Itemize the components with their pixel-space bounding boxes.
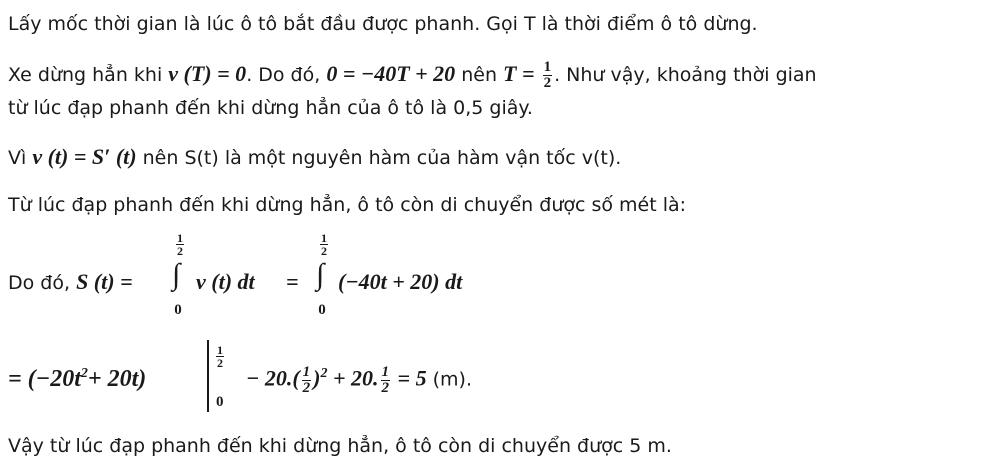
math-v-T-zero: v (T) = 0 — [168, 61, 247, 86]
math-derivative: v (t) = S′ (t) — [32, 144, 137, 169]
text-line-2 — [8, 60, 817, 91]
math-integrand-v: v (t) dt — [196, 269, 255, 294]
text-line-8: Vậy từ lúc đạp phanh đến khi dừng hẳn, ô tô còn di chuyển được 5 m. — [8, 435, 672, 457]
fraction-half: $\frac{1}{2}$ — [302, 363, 311, 396]
evaluation-bar — [207, 340, 209, 412]
text-line-3: từ lúc đạp phanh đến khi dừng hẳn của ô tô là 0,5 giây. — [8, 97, 533, 119]
text-line-4 — [8, 145, 621, 170]
math-antiderivative: = $(-20t^2+ 20t)$ — [8, 366, 147, 392]
text-segment: Do đó, — [8, 272, 77, 294]
fraction-half: $\frac{1}{2}$ — [381, 363, 390, 396]
text-segment: . Như vậy, khoảng thời gian — [554, 64, 817, 86]
math-equals: = — [286, 269, 299, 294]
text-segment: nên — [455, 64, 504, 86]
fraction-half: $\frac{1}{2}$ — [543, 59, 552, 91]
eval-upper-limit: $\frac{1}{2}$ — [217, 343, 223, 370]
text-segment: Vì — [8, 147, 33, 169]
text-line-5: Từ lúc đạp phanh đến khi dừng hẳn, ô tô còn di chuyển được số mét là: — [8, 194, 687, 216]
math-integrand: (−40t + 20) dt — [338, 269, 463, 294]
text-segment: Xe dừng hẳn khi — [8, 64, 169, 86]
text-segment: . Do đó, — [246, 64, 327, 86]
math-evaluation: − 20.( $\frac{1}{2}$ )$^2$ + 20. $\frac{1}{2}$ = 5 (m). — [246, 363, 473, 396]
integral-upper-limit: $\frac{1}{2}$ — [321, 231, 327, 258]
eval-lower-limit: 0 — [216, 394, 224, 410]
math-S-equals: S (t) = — [76, 269, 133, 294]
integral-lower-limit: 0 — [318, 302, 326, 318]
integral-sign-icon: ∫ — [316, 258, 325, 291]
text-segment: nên S(t) là một nguyên hàm của hàm vận tốc v(t). — [136, 147, 622, 169]
integral-upper-limit: $\frac{1}{2}$ — [177, 231, 183, 258]
text-line-1: Lấy mốc thời gian là lúc ô tô bắt đầu được phanh. Gọi T là thời điểm ô tô dừng. — [8, 13, 758, 35]
math-equation: 0 = −40T + 20 — [326, 61, 456, 86]
math-T-equals: T = — [503, 61, 535, 86]
integral-lower-limit: 0 — [174, 302, 182, 318]
text-line-6 — [8, 270, 133, 295]
integral-sign-icon: ∫ — [172, 258, 181, 291]
